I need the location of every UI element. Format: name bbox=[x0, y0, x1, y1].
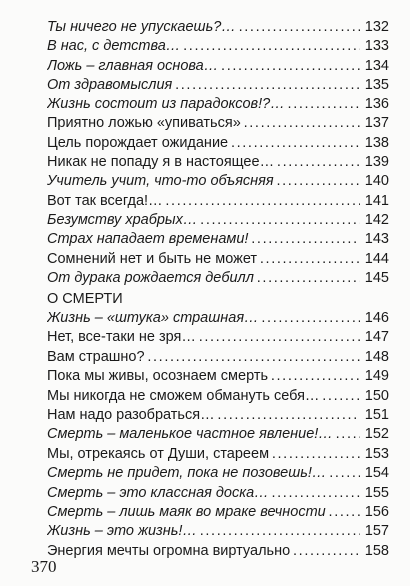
toc-entry-title: Приятно ложью «упиваться» . . . bbox=[47, 114, 360, 133]
toc-entry-title: Смерть – маленькое частное явление!… . . . bbox=[47, 425, 360, 444]
toc-entry-title: Страх нападает временами! . . . bbox=[47, 230, 360, 249]
toc-entry-page: 146 bbox=[364, 310, 389, 326]
toc-entry-title: Никак не попаду я в настоящее… . . . bbox=[47, 153, 360, 172]
toc-entry-title: Вот так всегда!… . . . bbox=[47, 192, 360, 211]
page-number: 370 bbox=[31, 557, 57, 576]
toc-entry-title: Смерть – это классная доска… . . . bbox=[47, 484, 360, 503]
toc-entry bbox=[47, 328, 389, 347]
toc-entry-title: От дурака рождается дебилл . . . bbox=[47, 269, 360, 288]
toc-entry bbox=[47, 57, 389, 76]
toc-entry-page: 136 bbox=[364, 96, 389, 113]
toc-entry bbox=[47, 37, 389, 56]
toc-entry bbox=[47, 18, 389, 37]
toc-entry bbox=[47, 522, 389, 541]
toc-entry-page: 152 bbox=[364, 426, 389, 443]
toc-entry-page: 135 bbox=[364, 76, 389, 93]
toc-entry bbox=[47, 425, 389, 444]
toc-entry bbox=[47, 211, 389, 230]
toc-entry-page: 147 bbox=[364, 329, 389, 346]
toc-entry-title: Жизнь – это жизнь!… . . . bbox=[47, 522, 360, 541]
toc-entry bbox=[47, 192, 389, 211]
toc-entry-title: Нам надо разобраться… . . . bbox=[47, 406, 360, 425]
toc-entry bbox=[47, 309, 389, 328]
toc-entry-page: 156 bbox=[364, 503, 389, 520]
toc-entry-title: В нас, с детства… . . . bbox=[47, 37, 360, 56]
toc-entry-title: Смерть не придет, пока не позовешь!… . . . bbox=[47, 464, 360, 483]
toc-entry bbox=[47, 95, 389, 114]
toc-entry-title: Безумству храбрых… . . . bbox=[47, 211, 360, 230]
toc-entry-page: 154 bbox=[364, 465, 389, 482]
toc-entry-title: Жизнь – «штука» страшная… . . . bbox=[47, 309, 360, 328]
toc-entry-page: 153 bbox=[364, 445, 389, 462]
toc-entry-page: 142 bbox=[364, 211, 389, 228]
toc-entry-title: Вам страшно? . . . bbox=[47, 348, 360, 367]
toc-entry-title: Смерть – лишь маяк во мраке вечности . . . bbox=[47, 503, 360, 522]
toc-entry-title: Ложь – главная основа… . . . bbox=[47, 57, 360, 76]
toc-list-part-2 bbox=[47, 309, 389, 561]
toc-entry bbox=[47, 387, 389, 406]
toc-entry-title: Мы никогда не сможем обмануть себя… . . . bbox=[47, 387, 360, 406]
toc-entry-title: Нет, все-таки не зря… . . . bbox=[47, 328, 360, 347]
section-heading: О СМЕРТИ bbox=[47, 291, 123, 307]
toc-entry bbox=[47, 464, 389, 483]
toc-entry-page: 141 bbox=[364, 192, 389, 209]
toc-entry bbox=[47, 153, 389, 172]
toc-entry-title: Пока мы живы, осознаем смерть . . . bbox=[47, 367, 360, 386]
toc-list-part-1 bbox=[47, 18, 389, 288]
toc-entry-title: Сомнений нет и быть не может . . . bbox=[47, 250, 360, 269]
toc-entry bbox=[47, 76, 389, 95]
toc-entry-title: Цель порождает ожидание . . . bbox=[47, 134, 360, 153]
toc-entry bbox=[47, 406, 389, 425]
toc-entry bbox=[47, 445, 389, 464]
toc-entry-title: Жизнь состоит из парадоксов!?… . . . bbox=[47, 95, 360, 114]
toc-entry bbox=[47, 348, 389, 367]
toc-entry-title: Ты ничего не упускаешь?… . . . bbox=[47, 18, 360, 37]
toc-entry bbox=[47, 484, 389, 503]
toc-entry-page: 139 bbox=[364, 154, 389, 171]
toc-entry bbox=[47, 172, 389, 191]
toc-entry-page: 144 bbox=[364, 250, 389, 267]
toc-entry bbox=[47, 367, 389, 386]
toc-entry bbox=[47, 114, 389, 133]
toc-entry-page: 134 bbox=[364, 57, 389, 74]
toc-entry-title: Мы, отрекаясь от Души, стареем . . . bbox=[47, 445, 360, 464]
toc-entry-title: Учитель учит, что-то объясняя . . . bbox=[47, 172, 360, 191]
toc-entry bbox=[47, 542, 389, 561]
toc-entry bbox=[47, 250, 389, 269]
toc-entry bbox=[47, 134, 389, 153]
toc-entry-page: 145 bbox=[364, 269, 389, 286]
toc-entry-page: 132 bbox=[364, 19, 389, 35]
toc-entry-page: 137 bbox=[364, 115, 389, 132]
toc-entry-page: 149 bbox=[364, 368, 389, 385]
toc-entry-page: 140 bbox=[364, 173, 389, 190]
toc-entry bbox=[47, 230, 389, 249]
toc-entry-page: 138 bbox=[364, 134, 389, 151]
toc-entry-page: 151 bbox=[364, 406, 389, 423]
toc-entry-page: 150 bbox=[364, 387, 389, 404]
toc-entry-page: 143 bbox=[364, 231, 389, 248]
toc-entry-page: 148 bbox=[364, 348, 389, 365]
toc-entry-title: Энергия мечты огромна виртуально . . . bbox=[47, 542, 360, 561]
toc-entry-page: 133 bbox=[364, 38, 389, 55]
toc-entry bbox=[47, 503, 389, 522]
toc-entry-page: 157 bbox=[364, 523, 389, 540]
toc-entry-page: 158 bbox=[364, 542, 389, 559]
toc-entry-page: 155 bbox=[364, 484, 389, 501]
toc-entry bbox=[47, 269, 389, 288]
toc-entry-title: От здравомыслия . . . bbox=[47, 76, 360, 95]
